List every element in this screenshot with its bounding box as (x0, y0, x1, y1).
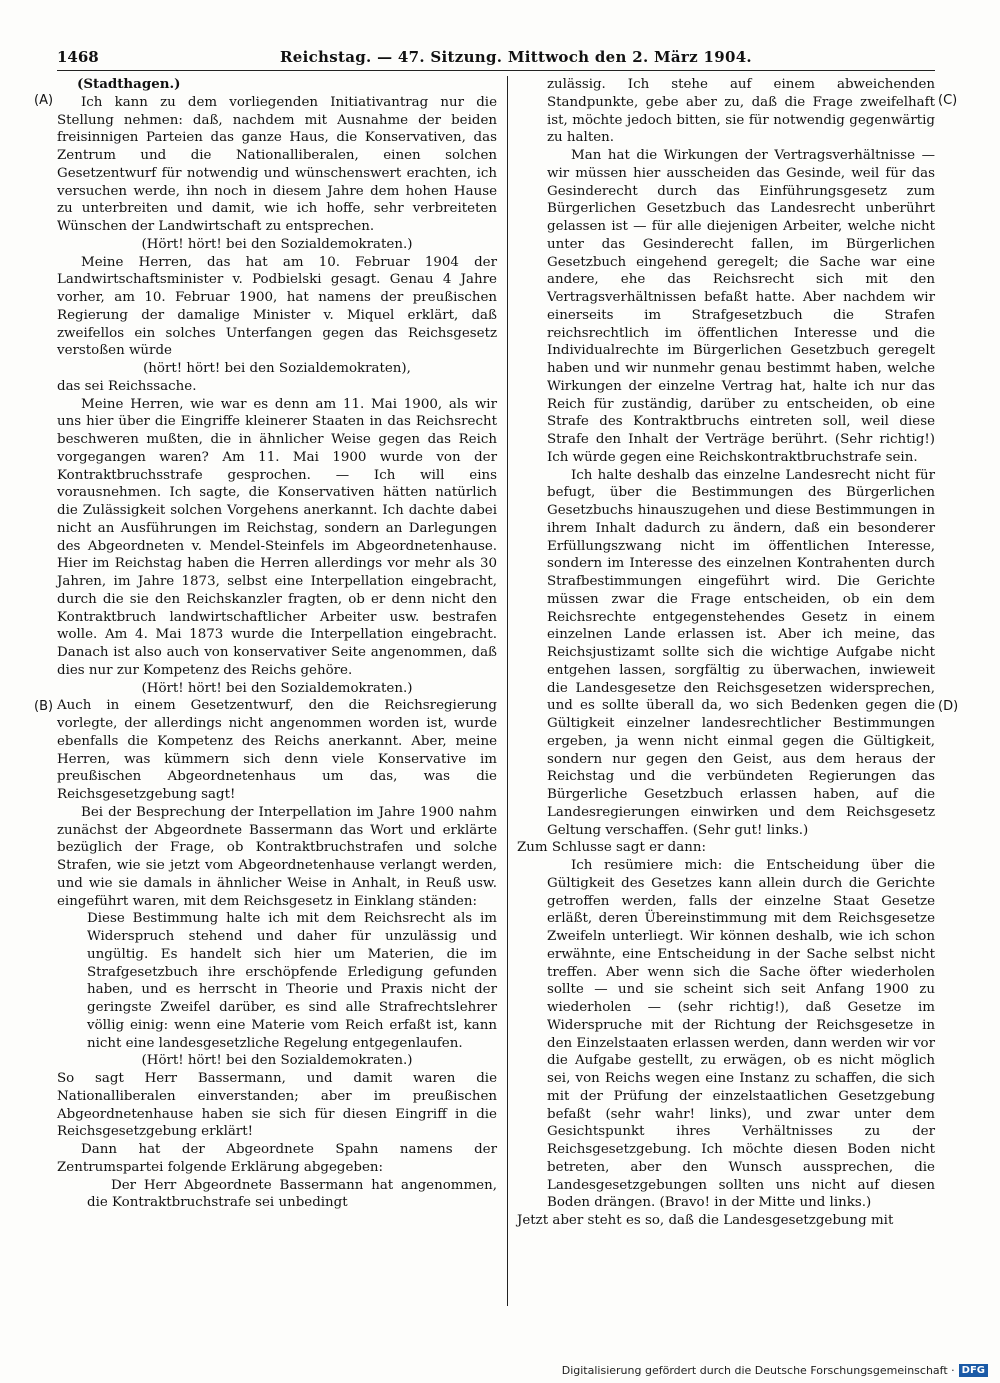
interjection: (Hört! hört! bei den Sozialdemokraten.) (141, 236, 413, 252)
digitization-footer (562, 1364, 988, 1377)
margin-marker-c: (C) (938, 93, 958, 108)
quotation: Diese Bestimmung halte ich mit dem Reichsrecht als im Widerspruch stehend und daher für unzulässig und ungültig. Es handelt sich hier um Materien, die im Strafgesetzbuch ihre erschöpfende Erledigung gefunden haben, und es herrscht in Theorie und Praxis nicht der geringste Zweifel darüber, es sind alle Strafrechtslehrer völlig einig: wenn eine Materie vom Reich erfaßt ist, kann nicht eine landesgesetzliche Regelung entgegenlaufen. (87, 911, 497, 1051)
paragraph: Auch in einem Gesetzentwurf, den die Reichsregierung vorlegte, der allerdings nicht angenommen worden ist, wurde ebenfalls die Kompetenz des Reichs anerkannt. Aber, meine Herren, was kümmern sich denn viele Konservative im preußischen Abgeordnetenhaus um das, was die Reichsgesetzgebung sagt! (57, 698, 497, 802)
paragraph: Meine Herren, wie war es denn am 11. Mai 1900, als wir uns hier über die Eingriffe kleinerer Staaten in das Reichsrecht beschweren mußten, die in ähnlicher Weise gegen das Reich vorgegangen waren? Am 11. Mai 1900 wurde von der Kontraktbruchsstrafe gesprochen. — Ich will eins vorausnehmen. Ich sagte, die Konservativen hätten natürlich die Zulässigkeit solchen Vorgehens anerkannt. Ich dachte dabei nicht an Ausführungen im Reichstag, sondern an Darlegungen des Abgeordneten v. Mendel-Steinfels im Abgeordnetenhause. Hier im Reichstag haben die Herren allerdings vor mehr als 30 Jahren, im Jahre 1873, selbst eine Interpellation eingebracht, durch die sie den Reichskanzler fragten, ob er denn nicht den Kontraktbruch landwirtschaftlicher Arbeiter usw. bestrafen wolle. Am 4. Mai 1873 wurde die Interpellation eingebracht. Danach ist also auch von konservativer Seite angenommen, daß dies nur zur Kompetenz des Reichs gehöre. (57, 396, 497, 678)
footer-text: Digitalisierung gefördert durch die Deutsche Forschungsgemeinschaft · (561, 1364, 955, 1377)
paragraph: das sei Reichssache. (57, 378, 197, 394)
paragraph: Bei der Besprechung der Interpellation im Jahre 1900 nahm zunächst der Abgeordnete Bassermann das Wort und erklärte bezüglich der Frage, ob Kontraktbruchstrafen und solche Strafen, wie sie jetzt vom Abgeordnetenhause verlangt werden, und wie sie damals in ähnlicher Weise in Anhalt, in Reuß usw. eingeführt waren, mit dem Reichsgesetz in Einklang ständen: (57, 804, 497, 909)
quotation: Ich halte deshalb das einzelne Landesrecht nicht für befugt, über die Bestimmungen des Bürgerlichen Gesetzbuchs hinauszugehen und diese Bestimmungen in ihrem Inhalt dadurch zu ändern, daß ein besonderer Erfüllungszwang nicht im öffentlichen Interesse, sondern im Interesse des einzelnen Kontrahenten durch Strafbestimmungen eingeführt wird. Die Gerichte müssen zwar die Frage entscheiden, ob ein dem Reichsrechte entgegenstehendes Gesetz in einem einzelnen Lande erlassen ist. Aber ich meine, das Reichsjustizamt sollte sich die wichtige Aufgabe nicht entgehen lassen, sorgfältig zu überwachen, inwieweit die Landesgesetze den Reichsgesetzen widersprechen, und es sollte überall da, wo sich Bedenken gegen die Gültigkeit einzelner landesrechtlicher Bestimmungen ergeben, ja wenn nicht einmal gegen die Gültigkeit, sondern nur gegen den Geist, aus dem heraus der Reichstag und die verbündeten Regierungen das Bürgerliche Gesetzbuch erlassen haben, auf die Landesregierungen einwirken und dem Reichsgesetz Geltung verschaffen. (Sehr gut! links.) (547, 467, 935, 838)
margin-marker-a: (A) (34, 93, 54, 108)
column-divider (507, 76, 508, 1306)
quotation: Man hat die Wirkungen der Vertragsverhältnisse — wir müssen hier ausscheiden das Gesinde, weil für das Gesinderecht durch das Einführungsgesetz zum Bürgerlichen Gesetzbuch das Landesrecht unberührt gelassen ist — für alle diejenigen Arbeiter, welche nicht unter das Gesinderecht fallen, im Bürgerlichen Gesetzbuch eingehend geregelt; die Sache war eine andere, ehe das Reichsrecht sich mit den Vertragsverhältnissen befaßt hatte. Aber nachdem wir einerseits im Strafgesetzbuch die Strafen reichsrechtlich im öffentlichen Interesse und die Individualrechte im Bürgerlichen Gesetzbuch geregelt haben und wir nunmehr genau bestimmt haben, welche Wirkungen der einzelne Vertrag hat, halte ich nur das Reich für zuständig, darüber zu entscheiden, ob eine Strafe des Kontraktbruchs eintreten soll, weil diese Strafe den Inhalt der Verträge berührt. (Sehr richtig!) Ich würde gegen eine Reichskontraktbruchstrafe sein. (547, 148, 935, 465)
interjection: (hört! hört! bei den Sozialdemokraten), (143, 361, 411, 376)
paragraph: Zum Schlusse sagt er dann: (517, 840, 706, 856)
right-column (517, 76, 935, 1230)
quotation: zulässig. Ich stehe auf einem abweichenden Standpunkte, gebe aber zu, daß die Frage zweifelhaft ist, möchte jedoch bitten, sie für notwendig gegenwärtig zu halten. (547, 77, 935, 146)
interjection: (Hört! hört! bei den Sozialdemokraten.) (141, 680, 413, 696)
left-column (57, 76, 497, 1212)
header-rule (57, 70, 935, 71)
paragraph: Ich kann zu dem vorliegenden Initiativantrag nur die Stellung nehmen: daß, nachdem mit Ausnahme der beiden freisinnigen Parteien das ganze Haus, die Konservativen, das Zentrum und die Nationalliberalen, einen solchen Gesetzentwurf für notwendig und wünschenswert erachten, ich versuchen werde, ihn noch in diesem Jahre dem hohen Hause zu unterbreiten und damit, wie ich hoffe, sehr verbreiteten Wünschen der Landwirtschaft zu entsprechen. (57, 94, 497, 234)
margin-marker-d: (D) (938, 699, 959, 714)
quotation: Ich resümiere mich: die Entscheidung über die Gültigkeit des Gesetzes kann allein durch die Gerichte getroffen werden, falls der einzelne Staat Gesetze erläßt, deren Übereinstimmung mit dem Reichsgesetze Zweifeln unterliegt. Wir können deshalb, wie ich schon erwähnte, eine Entscheidung in der Sache selbst nicht treffen. Aber wenn sich die Sache öfter wiederholen sollte — und sie scheint sich seit Anfang 1900 zu wiederholen — (sehr richtig!), daß Gesetze im Widerspruche mit der Richtung der Reichsgesetze in den Einzelstaaten erlassen werden, dann werden wir vor die Aufgabe gestellt, zu erwägen, ob es nicht möglich sei, von Reichs wegen eine Instanz zu schaffen, die sich mit der Prüfung der einzelstaatlichen Gesetzgebung befaßt (sehr wahr! links), und zwar unter dem Gesichtspunkt ihres Verhältnisses zu der Reichsgesetzgebung. Ich möchte diesen Boden nicht betreten, aber den Wunsch aussprechen, die Landesgesetzgebungen sollten uns nicht auf diesen Boden drängen. (Bravo! in der Mitte und links.) (547, 858, 935, 1211)
speaker-name: (Stadthagen.) (77, 76, 181, 92)
paragraph: Meine Herren, das hat am 10. Februar 1904 der Landwirtschaftsminister v. Podbielski gesagt. Genau 4 Jahre vorher, am 10. Februar 1900, hat namens der preußischen Regierung der damalige Minister v. Miquel erklärt, daß zweifellos ein solches Unterfangen gegen das Reichsgesetz verstoßen würde (57, 254, 497, 359)
margin-marker-b: (B) (34, 699, 54, 714)
paragraph: Dann hat der Abgeordnete Spahn namens der Zentrumspartei folgende Erklärung abgegeben: (57, 1142, 497, 1175)
quotation: Der Herr Abgeordnete Bassermann hat angenommen, die Kontraktbruchstrafe sei unbedingt (87, 1177, 497, 1211)
dfg-logo-icon: DFG (959, 1364, 988, 1377)
page-header-title: Reichstag. — 47. Sitzung. Mittwoch den 2. März 1904. (280, 48, 752, 66)
interjection: (Hört! hört! bei den Sozialdemokraten.) (141, 1053, 413, 1069)
paragraph: Jetzt aber steht es so, daß die Landesgesetzgebung mit (517, 1213, 894, 1228)
paragraph: So sagt Herr Bassermann, und damit waren die Nationalliberalen einverstanden; aber im preußischen Abgeordnetenhause haben sie sich für diesen Eingriff in die Reichsgesetzgebung erklärt! (57, 1071, 497, 1140)
page-number: 1468 (57, 48, 99, 66)
